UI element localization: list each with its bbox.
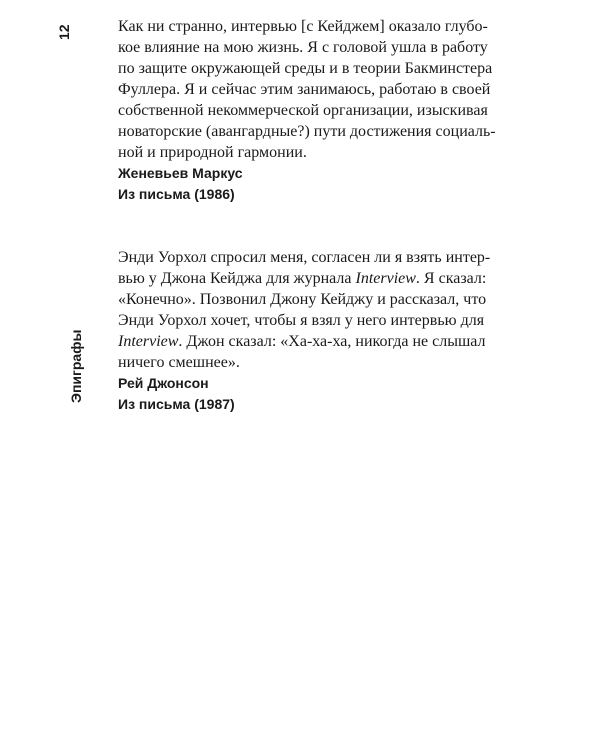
epigraph-text [118, 247, 548, 373]
text-line: «Конечно». Позвонил Джону Кейджу и рассказал, что [118, 291, 487, 308]
text-line: кое влияние на мою жизнь. Я с головой ушла в работу [118, 39, 488, 56]
text-line: Interview. Джон сказал: «Ха-ха-ха, никогда не слышал [118, 333, 486, 350]
text-line: вью у Джона Кейджа для журнала Interview. Я сказал: [118, 270, 487, 287]
epigraph-author: Рей Джонсон [118, 375, 209, 391]
text-line: ничего смешнее». [118, 354, 240, 371]
epigraph-source: Из письма (1986) [118, 186, 235, 202]
magazine-title: Interview [118, 333, 179, 350]
epigraph-text [118, 16, 548, 163]
epigraph-source: Из письма (1987) [118, 396, 235, 412]
magazine-title: Interview [355, 270, 416, 287]
running-head: Эпиграфы [68, 329, 84, 403]
text-line: по защите окружающей среды и в теории Бакминстера [118, 60, 493, 77]
text-line: новаторские (авангардные?) пути достижения социаль- [118, 123, 496, 140]
text-line: собственной некоммерческой организации, изыскивая [118, 102, 488, 119]
page-number: 12 [56, 24, 72, 40]
text-line: Энди Уорхол спросил меня, согласен ли я взять интер- [118, 249, 491, 266]
text-line: Энди Уорхол хочет, чтобы я взял у него интервью для [118, 312, 485, 329]
page-content [118, 16, 548, 415]
text-line: Фуллера. Я и сейчас этим занимаюсь, работаю в своей [118, 81, 491, 98]
text-line: ной и природной гармонии. [118, 144, 307, 161]
text-line: Как ни странно, интервью [с Кейджем] оказало глубо- [118, 18, 488, 35]
epigraph-johnson [118, 247, 548, 415]
epigraph-author: Женевьев Маркус [118, 165, 243, 181]
epigraph-marcus [118, 16, 548, 205]
